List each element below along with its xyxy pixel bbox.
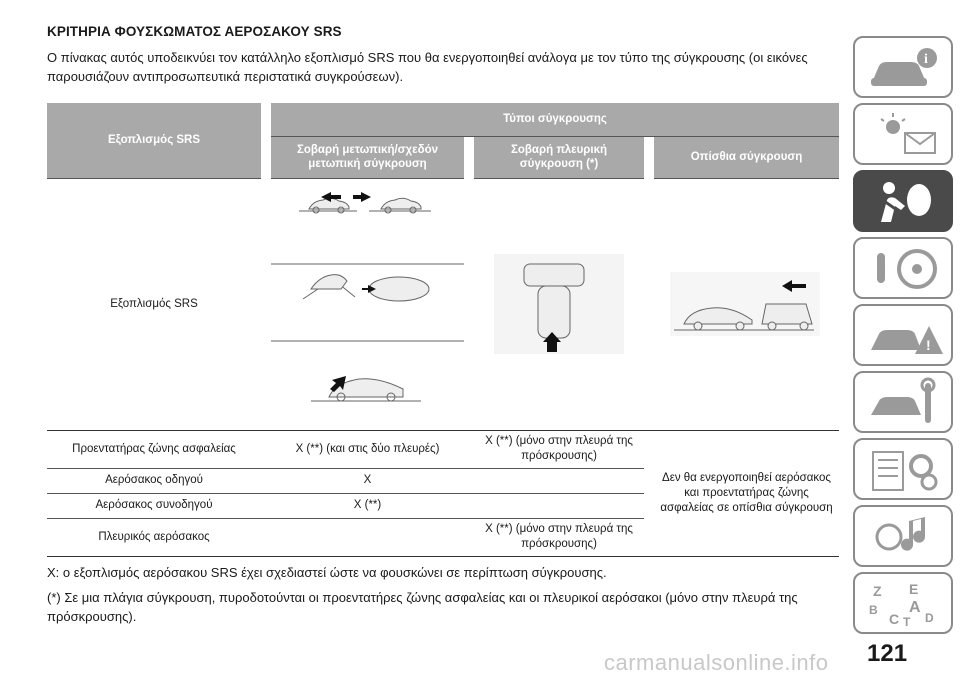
header-gap (261, 103, 271, 178)
row-label-passenger-airbag: Αερόσακος συνοδηγού (47, 493, 261, 518)
page-title: ΚΡΙΤΗΡΙΑ ΦΟΥΣΚΩΜΑΤΟΣ ΑΕΡΟΣΑΚΟΥ SRS (47, 24, 342, 39)
frontal-images (271, 178, 464, 430)
side-collision-figure (474, 244, 644, 364)
footnote-star: (*) Σε μια πλάγια σύγκρουση, πυροδοτούνται οι προεντατήρες ζώνης ασφαλείας και οι πλευρικοί αερόσακοι (μόνο στην πλευρά της πρόσκρουσης). (47, 590, 798, 624)
cell-passenger-airbag-frontal: X (**) (271, 493, 464, 518)
cell-side-airbag-side: X (**) (μόνο στην πλευρά της πρόσκρουσης) (474, 518, 644, 556)
cell-side-airbag-frontal (271, 518, 464, 556)
srs-criteria-table (47, 103, 839, 557)
cell-pretensioner-frontal: X (**) (και στις δύο πλευρές) (271, 430, 464, 468)
tab-multimedia[interactable] (853, 505, 953, 567)
svg-text:D: D (925, 611, 934, 625)
tab-safety[interactable] (853, 170, 953, 232)
intro-paragraph: Ο πίνακας αυτός υποδεικνύει τον κατάλληλο εξοπλισμό SRS που θα ενεργοποιηθεί ανάλογα με τον τύπο της σύγκρουσης (οι εικόνες παρουσιάζουν αντιπροσωπευτικά περιστατικά συγκρούσεων). (47, 50, 808, 84)
svg-text:A: A (909, 599, 921, 616)
svg-text:!: ! (926, 337, 931, 353)
row-label-driver-airbag: Αερόσακος οδηγού (47, 468, 261, 493)
svg-text:E: E (909, 581, 919, 597)
tab-maintenance[interactable] (853, 371, 953, 433)
row-label-side-airbag: Πλευρικός αερόσακος (47, 518, 261, 556)
maintenance-icon (863, 377, 947, 429)
cell-pretensioner-side: X (**) (μόνο στην πλευρά της πρόσκρουσης) (474, 430, 644, 468)
cell-passenger-airbag-side (474, 493, 644, 518)
tab-starting-driving[interactable] (853, 237, 953, 299)
header-gap (464, 136, 474, 178)
tab-technical-data[interactable] (853, 438, 953, 500)
starting-driving-icon (863, 243, 947, 295)
index-icon (863, 578, 947, 630)
cell-rear-note: Δεν θα ενεργοποιηθεί αερόσακος και προεντατήρας ζώνης ασφαλείας σε οπίσθια σύγκρουση (654, 430, 839, 556)
cell-driver-airbag-side (474, 468, 644, 493)
tab-index[interactable] (853, 572, 953, 634)
header-rear: Οπίσθια σύγκρουση (654, 136, 839, 178)
tab-warning-lights[interactable] (853, 103, 953, 165)
car-info-icon (863, 42, 947, 94)
tab-emergency[interactable] (853, 304, 953, 366)
multimedia-icon (863, 511, 947, 563)
side-image (474, 178, 644, 430)
header-frontal: Σοβαρή μετωπική/σχεδόν μετωπική σύγκρουση (271, 136, 464, 178)
footnote-x: X: ο εξοπλισμός αερόσακου SRS έχει σχεδιαστεί ώστε να φουσκώνει σε περίπτωση σύγκρουσης. (47, 565, 607, 580)
frontal-collision-figure (271, 179, 464, 429)
tab-car-info[interactable] (853, 36, 953, 98)
svg-text:B: B (869, 603, 878, 617)
images-row-label: Εξοπλισμός SRS (47, 178, 261, 430)
row-label-pretensioner: Προεντατήρας ζώνης ασφαλείας (47, 430, 261, 468)
chapter-sidebar (853, 36, 955, 639)
footnotes (47, 563, 839, 632)
header-equipment: Εξοπλισμός SRS (47, 103, 261, 178)
svg-text:C: C (889, 611, 900, 627)
technical-data-icon (863, 444, 947, 496)
header-collision-types: Τύποι σύγκρουσης (271, 103, 839, 136)
rear-collision-figure (654, 264, 839, 344)
text-block (47, 24, 839, 86)
svg-text:Z: Z (873, 583, 882, 599)
svg-text:T: T (903, 615, 911, 629)
header-gap (644, 136, 654, 178)
svg-text:i: i (924, 52, 928, 67)
emergency-icon (863, 310, 947, 362)
page-number: 121 (867, 640, 908, 667)
cell-driver-airbag-frontal: X (271, 468, 464, 493)
safety-airbag-icon (863, 176, 947, 228)
header-side: Σοβαρή πλευρική σύγκρουση (*) (474, 136, 644, 178)
warning-lights-icon (863, 109, 947, 161)
watermark: carmanualsonline.info (604, 650, 829, 675)
rear-image (654, 178, 839, 430)
